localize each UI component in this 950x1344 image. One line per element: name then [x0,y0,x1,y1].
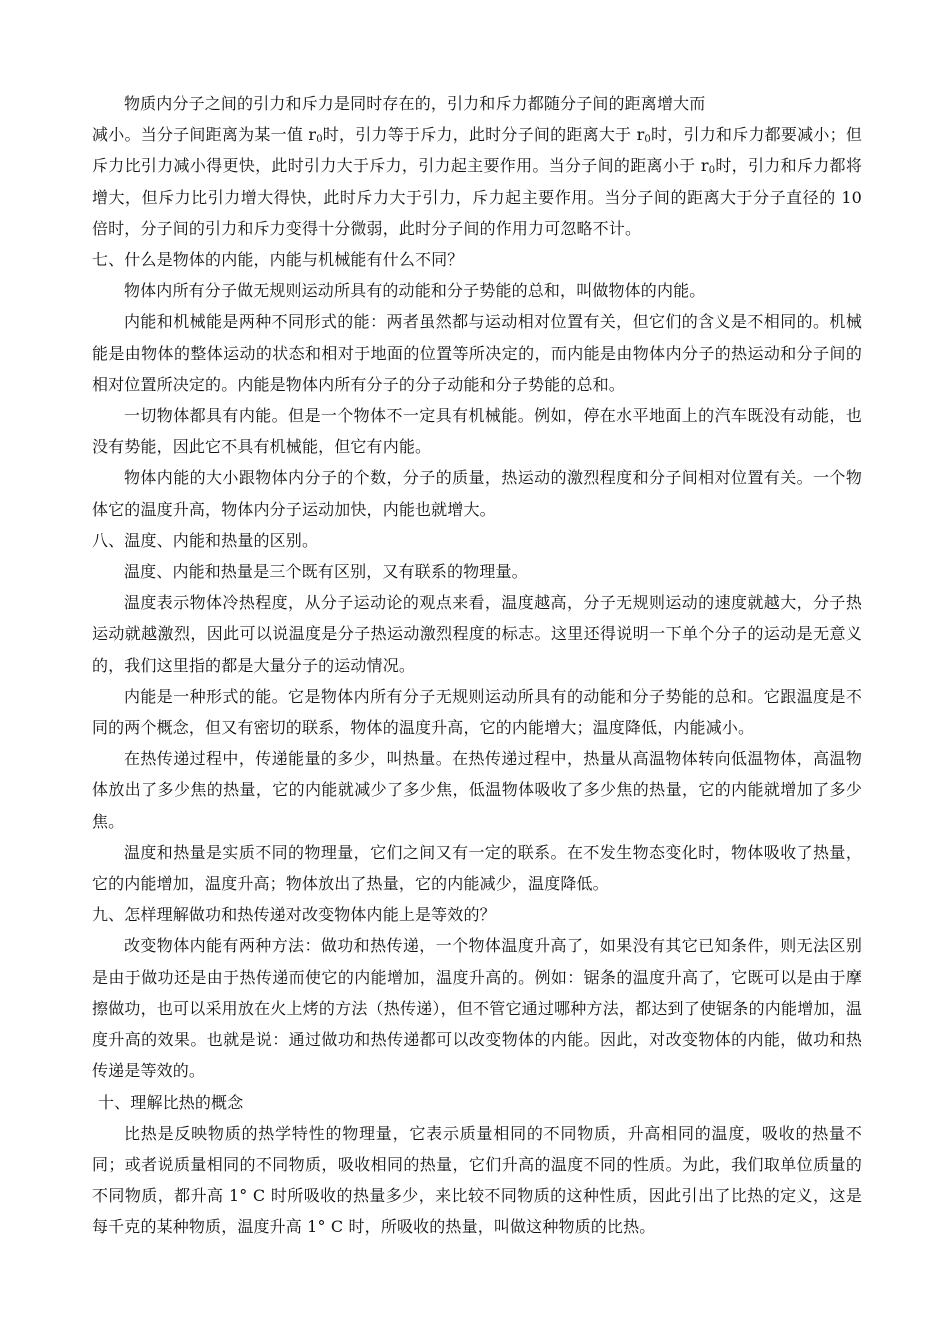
section-8-paragraph-4: 在热传递过程中，传递能量的多少，叫热量。在热传递过程中，热量从高温物体转向低温物体，高温物体放出了多少焦的热量，它的内能就减少了多少焦，低温物体吸收了多少焦的热量，它的内能就增加了多少焦。 [92,749,862,831]
section-8-paragraph-2: 温度表示物体冷热程度，从分子运动论的观点来看，温度越高，分子无规则运动的速度就越大，分子热运动就越激烈，因此可以说温度是分子热运动激烈程度的标志。这里还得说明一下单个分子的运动是无意义的，我们这里指的都是大量分子的运动情况。 [92,593,862,675]
subscript-zero: 0 [708,165,716,177]
section-9-paragraph-1: 改变物体内能有两种方法：做功和热传递，一个物体温度升高了，如果没有其它已知条件，则无法区别是由于做功还是由于热传递而使它的内能增加，温度升高的。例如：锯条的温度升高了，它既可以是由于摩擦做功，也可以采用放在火上烤的方法（热传递），但不管它通过哪种方法，都达到了使锯条的内能增加，温度升高的效果。也就是说：通过做功和热传递都可以改变物体的内能。因此，对改变物体的内能，做功和热传递是等效的。 [92,936,862,1081]
section-7-paragraph-3: 一切物体都具有内能。但是一个物体不一定具有机械能。例如，停在水平地面上的汽车既没有动能，也没有势能，因此它不具有机械能，但它有内能。 [92,406,862,457]
intro-text-line1: 物质内分子之间的引力和斥力是同时存在的，引力和斥力都随分子间的距离增大而 [124,94,706,113]
section-7-paragraph-2: 内能和机械能是两种不同形式的能：两者虽然都与运动相对位置有关，但它们的含义是不相同的。机械能是由物体的整体运动的状态和相对于地面的位置等所决定的，而内能是由物体内分子的热运动和分子间的相对位置所决定的。内能是物体内所有分子的分子动能和分子势能的总和。 [92,312,862,394]
intro-text-d: 时，引力和斥力都将增大，但斥力比引力增大得快，此时斥力大于引力，斥力起主要作用。当分子间的距离大于分子直径的 10 倍时，分子间的引力和斥力变得十分微弱，此时分子间的作用力可忽略不计。 [92,156,862,238]
section-10-paragraph-1: 比热是反映物质的热学特性的物理量，它表示质量相同的不同物质，升高相同的温度，吸收的热量不同；或者说质量相同的不同物质，吸收相同的热量，它们升高的温度不同的性质。为此，我们取单位质量的不同物质，都升高 1° C 时所吸收的热量多少，来比较不同物质的这种性质，因此引出了比热的定义，这是每千克的某种物质，温度升高 1° C 时，所吸收的热量，叫做这种物质的比热。 [92,1123,862,1237]
subscript-zero: 0 [644,134,651,146]
intro-text-b: 时，引力等于斥力，此时分子间的距离大于 r [322,125,645,145]
section-8-paragraph-5: 温度和热量是实质不同的物理量，它们之间又有一定的联系。在不发生物态变化时，物体吸收了热量，它的内能增加，温度升高；物体放出了热量，它的内能减少，温度降低。 [92,842,862,894]
intro-text-a: 减小。当分子间距离为某一值 r [92,125,317,145]
section-7-heading: 七、什么是物体的内能，内能与机械能有什么不同？ [92,250,464,270]
intro-text-c: 时，引力和斥力都要减小；但斥力比引力减小得更快，此时引力大于斥力，引力起主要作用。当分子间的距离小于 r [92,125,863,176]
section-8-paragraph-1: 温度、内能和热量是三个既有区别，又有联系的物理量。 [124,562,528,582]
intro-paragraph-1 [92,88,862,244]
section-9-heading: 九、怎样理解做功和热传递对改变物体内能上是等效的？ [92,905,496,925]
section-8-paragraph-3: 内能是一种形式的能。它是物体内所有分子无规则运动所具有的动能和分子势能的总和。它跟温度是不同的两个概念，但又有密切的联系，物体的温度升高，它的内能增大；温度降低，内能减小。 [92,686,862,738]
section-7-paragraph-4: 物体内能的大小跟物体内分子的个数，分子的质量，热运动的激烈程度和分子间相对位置有关。一个物体它的温度升高，物体内分子运动加快，内能也就增大。 [92,468,862,519]
subscript-zero: 0 [316,134,323,146]
section-7-paragraph-1: 物体内所有分子做无规则运动所具有的动能和分子势能的总和，叫做物体的内能。 [124,281,706,301]
section-10-heading: 十、理解比热的概念 [98,1092,244,1112]
document-page [92,88,862,1243]
section-8-heading: 八、温度、内能和热量的区别。 [92,530,319,550]
